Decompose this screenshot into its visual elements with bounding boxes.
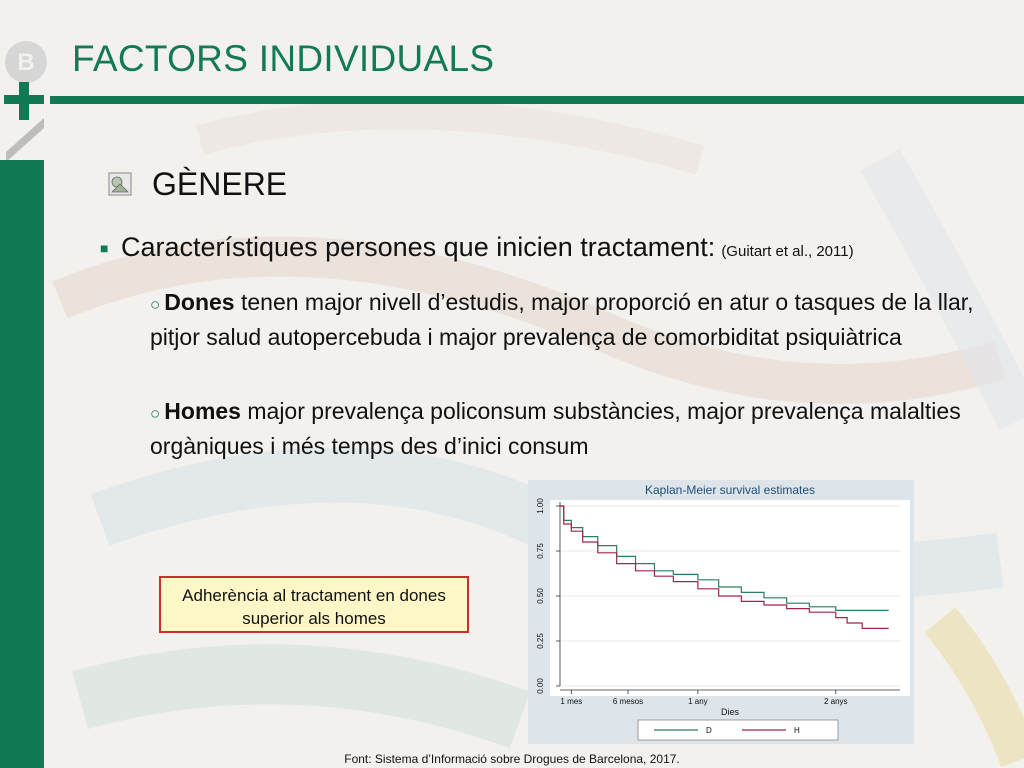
title-divider (50, 96, 1024, 104)
y-tick-label: 0.50 (536, 588, 545, 604)
y-tick-label: 1.00 (536, 498, 545, 514)
plot-area (550, 500, 910, 696)
legend-label-D: D (706, 726, 712, 735)
square-bullet-icon: ■ (100, 240, 109, 256)
x-tick-label: 6 mesos (612, 697, 644, 706)
circle-bullet-icon: ○ (150, 295, 161, 314)
x-tick-label: 2 anys (823, 697, 848, 706)
scroll-icon (108, 172, 132, 196)
y-tick-label: 0.25 (536, 633, 545, 649)
kaplan-meier-chart (528, 480, 914, 744)
slide-title: FACTORS INDIVIDUALS (72, 38, 495, 79)
left-accent-band (0, 160, 44, 768)
logo-icon (0, 40, 50, 160)
legend-label-H: H (794, 726, 800, 735)
chart-title: Kaplan-Meier survival estimates (644, 483, 816, 497)
x-tick-label: 1 any (688, 697, 708, 706)
subpoint-text: tenen major nivell d’estudis, major proporció en atur o tasques de la llar, pitjor salud autopercebuda i major prevalença de comorbiditat psiquiàtrica (150, 289, 974, 350)
callout-box: Adherència al tractament en dones superior als homes (159, 576, 469, 633)
citation: (Guitart et al., 2011) (721, 243, 854, 260)
subpoint-bold: Homes (164, 398, 241, 424)
y-tick-label: 0.00 (536, 678, 545, 694)
circle-bullet-icon: ○ (150, 404, 161, 423)
x-tick-label: 1 mes (560, 697, 583, 706)
y-tick-label: 0.75 (536, 543, 545, 559)
chart-svg (528, 480, 914, 744)
x-axis-label: Dies (720, 707, 740, 717)
subpoint-women (150, 286, 990, 353)
subpoint-bold: Dones (164, 289, 235, 315)
bullet-text: Característiques persones que inicien tractament: (121, 232, 716, 262)
source-note: Font: Sistema d’Informació sobre Drogues de Barcelona, 2017. (344, 752, 680, 766)
subpoint-men (150, 395, 990, 462)
bullet-heading (121, 232, 854, 263)
subpoint-text: major prevalença policonsum substàncies, major prevalença malalties orgàniques i més temps des d’inici consum (150, 398, 961, 459)
section-title: GÈNERE (152, 166, 288, 202)
logo-letter: B (17, 49, 35, 76)
